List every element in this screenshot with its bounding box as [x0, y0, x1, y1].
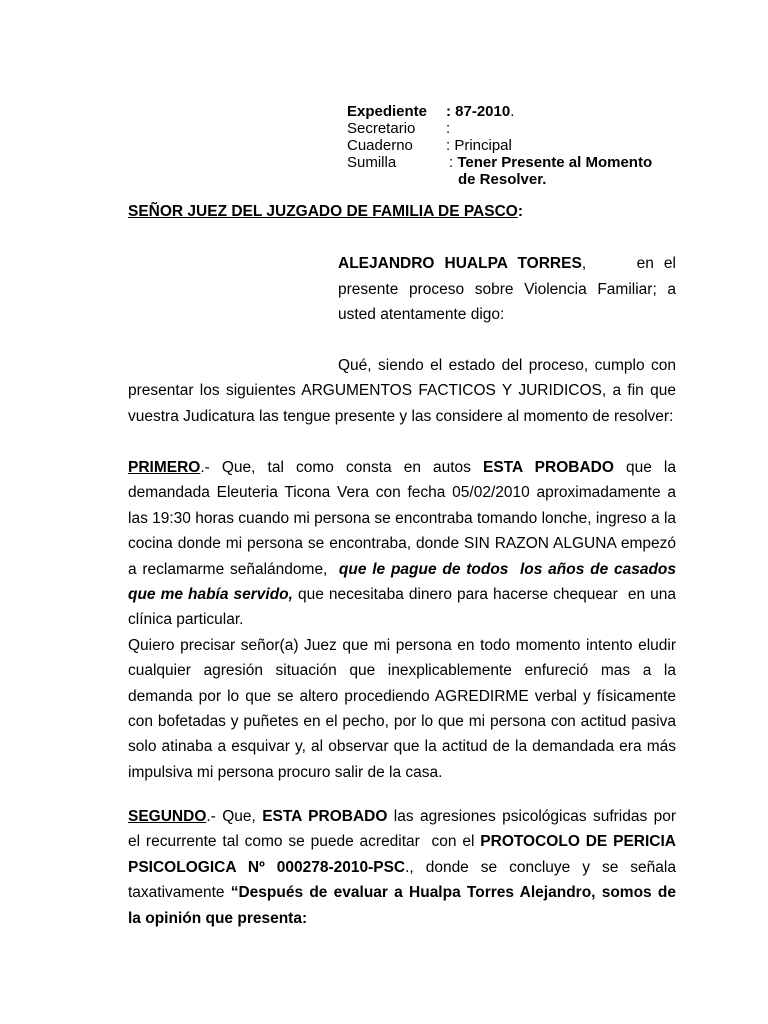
intro-line-3: usted atentamente digo: [338, 306, 505, 323]
primero-line-1: PRIMERO.- Que, tal como consta en autos ESTA PROBADO que la [128, 459, 676, 476]
primero-line-5: a reclamarme señalándome, que le pague de todos los años de casados [128, 560, 676, 578]
primero-p2-line-5: solo atinaba a esquivar y, al observar que la actitud de la demandada era más [128, 738, 676, 756]
preamble-line-2: presentar los siguientes ARGUMENTOS FACTICOS Y JURIDICOS, a fin que [128, 382, 676, 400]
intro-line-1: ALEJANDRO HUALPA TORRES, en el [338, 255, 676, 272]
segundo-line-5: la opinión que presenta: [128, 909, 308, 927]
primero-heading: PRIMERO [128, 459, 201, 476]
cuaderno-label: Cuaderno [347, 137, 413, 154]
expediente-period: . [510, 103, 515, 120]
cuaderno-value: : Principal [446, 137, 512, 154]
sumilla-value-1: Tener Presente al Momento [457, 154, 653, 171]
expediente-value: : 87-2010 [446, 103, 511, 120]
addressee-line [128, 203, 523, 221]
primero-line-3: las 19:30 horas cuando mi persona se encontraba tomando lonche, ingreso a la [128, 509, 677, 527]
sumilla-label: Sumilla [347, 154, 397, 171]
sumilla-row [347, 154, 652, 171]
secretario-label: Secretario [347, 120, 416, 137]
cuaderno-row [347, 137, 652, 154]
preamble-paragraph [128, 353, 676, 429]
primero-p2-line-6: impulsiva mi persona procuro salir de la casa. [128, 763, 443, 781]
primero-p2-line-3: demanda por lo que se altero procediendo AGREDIRME verbal y físicamente [128, 687, 676, 705]
primero-line-2: demandada Eleuteria Ticona Vera con fecha 05/02/2010 aproximadamente a [128, 484, 676, 502]
preamble-line-3: vuestra Judicatura las tengue presente y las considere al momento de resolver: [128, 407, 674, 425]
secretario-value: : [446, 120, 451, 137]
segundo-line-2: el recurrente tal como se puede acreditar con el PROTOCOLO DE PERICIA [128, 833, 676, 851]
primero-line-4: cocina donde mi persona se encontraba, donde SIN RAZON ALGUNA empezó [128, 535, 676, 553]
primero-line-7: clínica particular. [128, 611, 244, 629]
expediente-row [347, 103, 652, 120]
primero-p2-line-1: Quiero precisar señor(a) Juez que mi persona en todo momento intento eludir [128, 636, 676, 654]
intro-paragraph [338, 251, 676, 328]
primero-p2-line-2: cualquier agresión situación que inexplicablemente enfureció mas a la [128, 662, 676, 680]
case-header [347, 103, 652, 188]
segundo-section [128, 804, 676, 931]
sumilla-value-2: de Resolver. [458, 171, 547, 188]
segundo-line-3: PSICOLOGICA Nº 000278-2010-PSC., donde se concluye y se señala [128, 858, 676, 876]
primero-section [128, 455, 676, 785]
primero-p2-line-4: con bofetadas y puñetes en el pecho, por lo que mi persona con actitud pasiva [128, 712, 676, 730]
expediente-label: Expediente [347, 103, 428, 120]
secretario-row [347, 120, 652, 137]
segundo-line-1: SEGUNDO.- Que, ESTA PROBADO las agresiones psicológicas sufridas por [128, 808, 676, 825]
primero-line-6: que me había servido, que necesitaba dinero para hacerse chequear en una [128, 585, 676, 603]
sumilla-continuation [347, 171, 652, 188]
preamble-line-1: Qué, siendo el estado del proceso, cumplo con [338, 357, 676, 374]
segundo-line-4: taxativamente “Después de evaluar a Hualpa Torres Alejandro, somos de [128, 884, 676, 902]
intro-line-2: presente proceso sobre Violencia Familiar; a [338, 280, 676, 298]
sumilla-colon: : [449, 154, 458, 171]
addressee-text: SEÑOR JUEZ DEL JUZGADO DE FAMILIA DE PASCO [128, 203, 518, 220]
petitioner-name: ALEJANDRO HUALPA TORRES [338, 255, 582, 272]
addressee-colon: : [517, 203, 524, 220]
segundo-heading: SEGUNDO [128, 808, 207, 825]
